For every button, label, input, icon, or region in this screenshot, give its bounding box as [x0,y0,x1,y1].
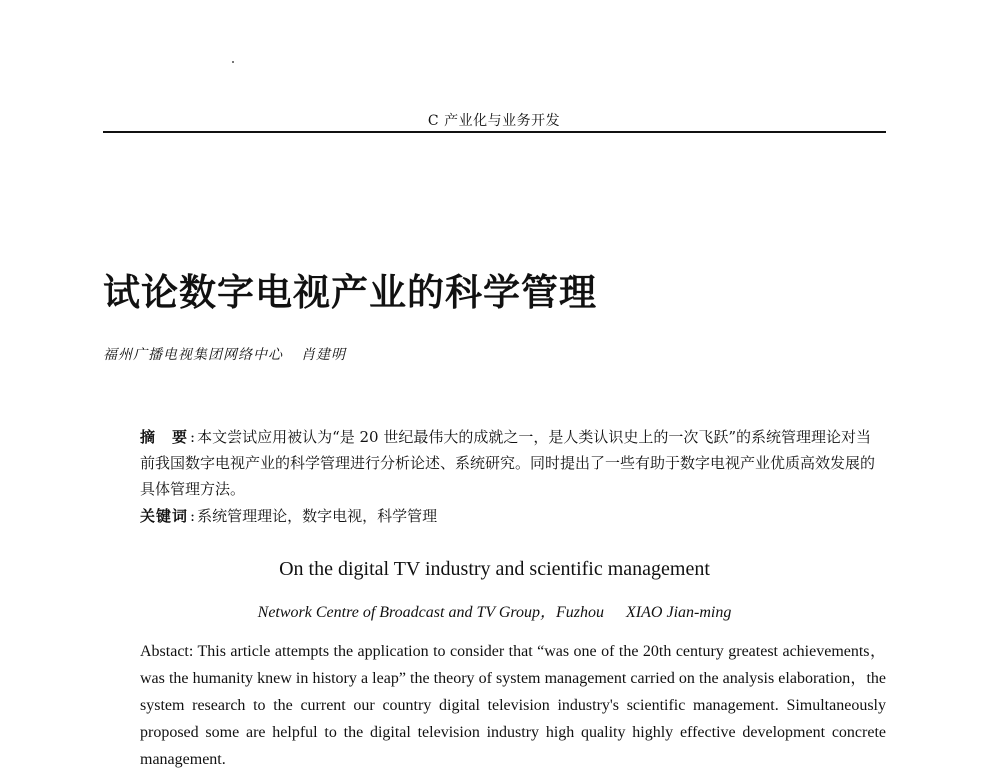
header-rule [103,131,886,133]
keywords-label: 关键词 [140,507,189,525]
english-title: On the digital TV industry and scientific management [279,558,710,580]
article-title: 试论数字电视产业的科学管理 [103,270,597,314]
chinese-abstract [103,424,886,502]
running-head: C 产业化与业务开发 [427,113,561,129]
abstract-label: 摘 要 [140,428,189,446]
keywords-colon: : [190,507,196,525]
affiliation: 福州广播电视集团网络中心 [103,347,283,363]
author-name: 肖建明 [301,347,346,363]
english-abstract-label: Abstact: [140,643,194,660]
english-author-line [103,599,886,622]
abstract-colon: : [190,428,196,446]
english-abstract [103,638,886,773]
english-affiliation: Network Centre of Broadcast and TV Group，Fuzhou [257,604,605,621]
abstract-text: 本文尝试应用被认为“是 20 世纪最伟大的成就之一，是人类认识史上的一次飞跃”的系统管理理论对当前我国数字电视产业的科学管理进行分析论述、系统研究。同时提出了一些有助于数字电视产业优质高效发展的具体管理方法。 [140,428,876,498]
keywords-line [140,505,437,526]
keywords-text: 系统管理理论，数字电视，科学管理 [197,507,438,525]
english-abstract-text: This article attempts the application to consider that “was one of the 20th century greatest achievements，was the humanity knew in history a leap” the theory of system management carried on the analysis elaboration，the system research to the current our country digital television industry's scientific management. Simultaneously proposed some are helpful to the digital television industry high quality highly effective development concrete management. [140,643,886,768]
author-line [103,344,346,364]
scan-speck [232,61,234,63]
english-author: XIAO Jian-ming [626,604,732,621]
